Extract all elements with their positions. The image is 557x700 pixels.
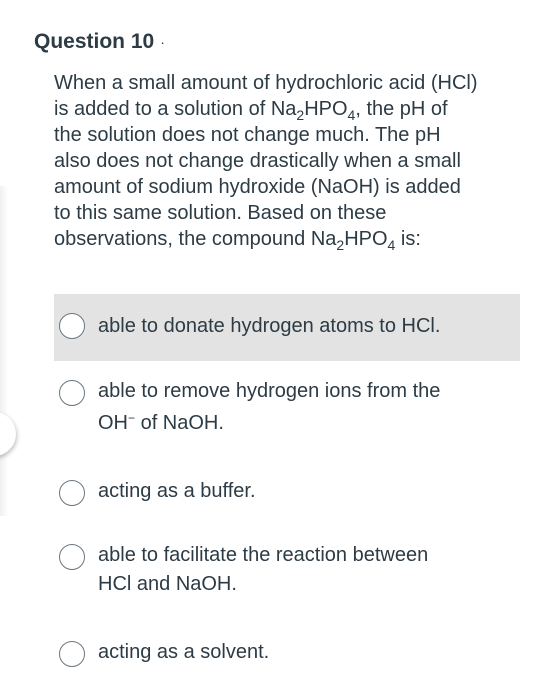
answer-option-label: acting as a solvent. xyxy=(98,641,270,663)
stem-line: amount of sodium hydroxide (NaOH) is added xyxy=(54,176,461,198)
answer-option-remove-hydrogen-ions[interactable] xyxy=(54,372,520,444)
side-panel-tab[interactable] xyxy=(0,412,16,456)
answer-option-label: able to facilitate the reaction between xyxy=(98,544,429,566)
answer-option-solvent[interactable] xyxy=(54,635,520,671)
answer-option-donate-hydrogen[interactable] xyxy=(54,294,520,361)
radio-button[interactable] xyxy=(59,480,85,506)
radio-button[interactable] xyxy=(59,313,85,339)
stem-line: also does not change drastically when a small xyxy=(54,150,461,172)
answer-option-label: able to donate hydrogen atoms to HCl. xyxy=(98,315,441,337)
stem-line: is added to a solution of $Na_2HPO_4$, the pH of xyxy=(54,98,448,123)
question-stem xyxy=(54,70,532,252)
answer-option-facilitate-reaction[interactable] xyxy=(54,538,520,604)
answer-option-label-line2: HCl and NaOH. xyxy=(98,573,237,595)
radio-button[interactable] xyxy=(59,641,85,667)
answer-option-label: able to remove hydrogen ions from the xyxy=(98,380,441,402)
stem-line: to this same solution. Based on these xyxy=(54,202,387,224)
stem-line: observations, the compound $Na_2HPO_4$ is: xyxy=(54,228,421,253)
left-edge-shading xyxy=(0,186,8,516)
stem-line: the solution does not change much. The pH xyxy=(54,124,441,146)
stem-line: When a small amount of hydrochloric acid (HCl) xyxy=(54,72,478,94)
radio-button[interactable] xyxy=(59,544,85,570)
answer-option-label: acting as a buffer. xyxy=(98,480,256,502)
question-header xyxy=(34,27,165,57)
answer-option-buffer[interactable] xyxy=(54,474,520,510)
question-title-marker: · xyxy=(160,34,165,50)
answer-option-label-line2: OH− of NaOH. xyxy=(98,411,224,434)
question-title: Question 10 xyxy=(34,30,155,53)
radio-button[interactable] xyxy=(59,380,85,406)
